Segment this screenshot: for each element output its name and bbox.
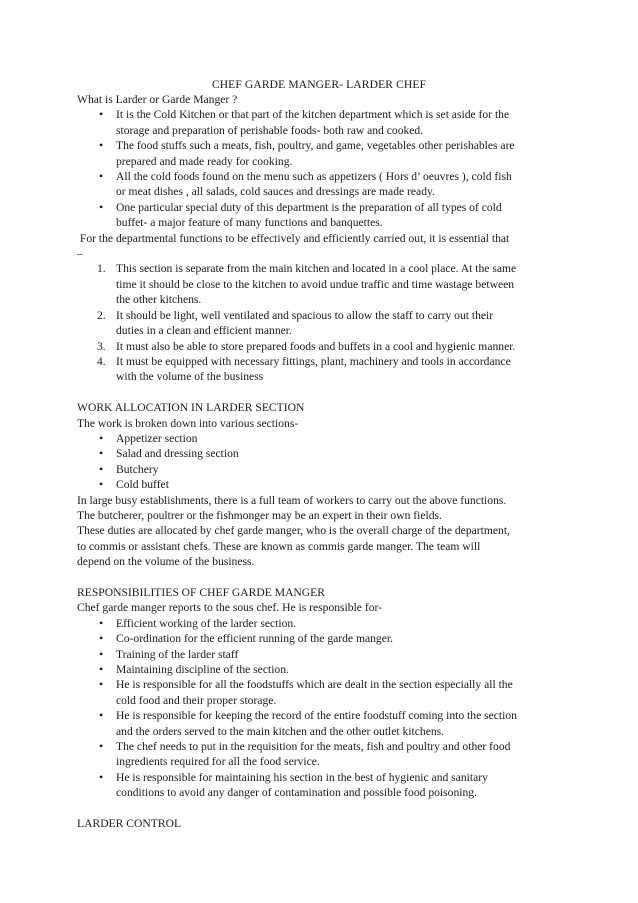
list-number: 3. — [97, 339, 106, 353]
sections-list — [77, 431, 563, 493]
list-item: • He is responsible for maintaining his section in the best of hygienic and sanitary conditions to avoid any danger of contamination and possible food poisoning. — [99, 769, 488, 800]
bullet-icon: • — [99, 169, 104, 184]
list-item: • Maintaining discipline of the section. — [99, 662, 289, 676]
functions-list — [77, 261, 563, 384]
bullet-icon: • — [99, 708, 104, 723]
bullet-icon: • — [99, 739, 104, 754]
larder-points-list — [77, 107, 563, 230]
bullet-icon: • — [99, 430, 104, 445]
larder-control-heading: LARDER CONTROL — [77, 817, 182, 831]
bullet-icon: • — [99, 461, 104, 476]
work-paragraph: In large busy establishments, there is a full team of workers to carry out the above functions. The butcherer, poultrer or the fishmonger may be an expert in their own fields. These duties are allocated by chef garde manger, who is the overall charge of the department, to commis or assistant chefs. These are known as commis garde manger. The team will depend on the volume of the business. — [77, 493, 510, 569]
list-item: • Cold buffet — [99, 477, 169, 492]
list-item: • One particular special duty of this department is the preparation of all types of cold buffet- a major feature of many functions and banquettes. — [99, 199, 502, 230]
bullet-icon: • — [99, 646, 104, 661]
responsibilities-list — [77, 616, 563, 801]
list-item: • Salad and dressing section — [99, 446, 239, 461]
list-item: 2. It should be light, well ventilated and spacious to allow the staff to carry out their duties in a clean and efficient manner. — [97, 308, 494, 338]
responsibilities-heading: RESPONSIBILITIES OF CHEF GARDE MANGER — [77, 585, 325, 599]
page-title: CHEF GARDE MANGER- LARDER CHEF — [211, 78, 427, 91]
bullet-icon: • — [99, 199, 104, 214]
list-item: • Efficient working of the larder section. — [99, 615, 297, 630]
list-item: • Training of the larder staff — [99, 646, 239, 661]
list-item: • Butchery — [99, 461, 159, 476]
bullet-icon: • — [99, 107, 104, 122]
list-item: • All the cold foods found on the menu such as appetizers ( Hors d’ oeuvres ), cold fish or meat dishes , all salads, cold sauces and dressings are made ready. — [99, 169, 512, 199]
responsibilities-intro: Chef garde manger reports to the sous chef. He is responsible for- — [77, 601, 382, 615]
bullet-icon: • — [99, 677, 104, 692]
intro-question: What is Larder or Garde Manger ? — [77, 93, 238, 106]
list-item: • It is the Cold Kitchen or that part of the kitchen department which is set aside for the storage and preparation of perishable foods- both raw and cooked. — [99, 107, 510, 137]
list-number: 4. — [97, 354, 106, 368]
list-item: • The food stuffs such a meats, fish, poultry, and game, vegetables other perishables are prepared and made ready for cooking. — [99, 138, 515, 168]
bullet-icon: • — [99, 615, 104, 630]
body-text — [77, 92, 563, 831]
bullet-icon: • — [99, 138, 104, 153]
list-item: 4. It must be equipped with necessary fittings, plant, machinery and tools in accordance with the volume of the business — [97, 354, 511, 384]
bullet-icon: • — [99, 477, 104, 492]
bullet-icon: • — [99, 631, 104, 646]
functions-intro: For the departmental functions to be effectively and efficiently carried out, it is essential that – — [77, 231, 510, 261]
list-number: 1. — [97, 262, 106, 276]
list-item: 1. This section is separate from the main kitchen and located in a cool place. At the same time it should be close to the kitchen to avoid undue traffic and time wastage between the other kitchens. — [97, 262, 517, 307]
list-item: • Appetizer section — [99, 430, 198, 445]
list-item: 3. It must also be able to store prepared foods and buffets in a cool and hygienic manner. — [97, 339, 516, 353]
list-item: • He is responsible for all the foodstuffs which are dealt in the section especially all the cold food and their proper storage. — [99, 677, 513, 707]
list-item: • The chef needs to put in the requisition for the meats, fish and poultry and other food ingredients required for all the food service. — [99, 739, 511, 769]
list-item: • He is responsible for keeping the record of the entire foodstuff coming into the section and the orders served to the main kitchen and the other outlet kitchens. — [99, 708, 517, 738]
list-item: • Co-ordination for the efficient running of the garde manger. — [99, 631, 393, 646]
work-intro: The work is broken down into various sections- — [77, 416, 299, 430]
bullet-icon: • — [99, 769, 104, 784]
bullet-icon: • — [99, 446, 104, 461]
list-number: 2. — [97, 308, 106, 322]
work-allocation-heading: WORK ALLOCATION IN LARDER SECTION — [77, 401, 305, 415]
bullet-icon: • — [99, 662, 104, 676]
